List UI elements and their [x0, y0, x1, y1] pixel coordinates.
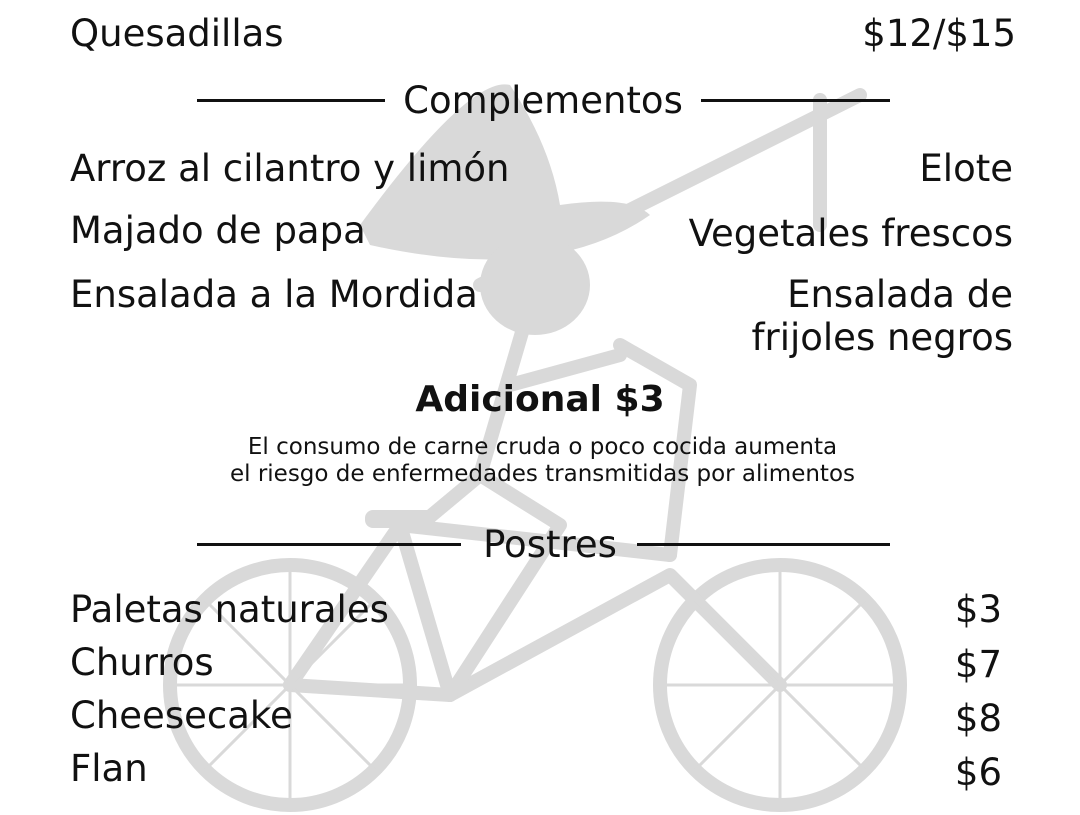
food-safety-warning-line: El consumo de carne cruda o poco cocida aumenta	[247, 434, 838, 460]
side-item: Elote	[919, 147, 1013, 190]
additional-price: Adicional $3	[415, 379, 665, 420]
dessert-item-price: $7	[954, 643, 1002, 686]
heading-rule-left	[197, 99, 385, 102]
section-heading-complementos: Complementos	[403, 79, 683, 122]
menu-item-name: Quesadillas	[70, 12, 284, 55]
heading-rule-right	[637, 543, 890, 546]
dessert-item-name: Flan	[70, 747, 148, 790]
menu-item-price: $12/$15	[862, 12, 1016, 55]
dessert-item-name: Cheesecake	[70, 694, 293, 737]
dessert-item-price: $6	[954, 751, 1002, 794]
food-safety-warning-line: el riesgo de enfermedades transmitidas por alimentos	[229, 461, 856, 487]
dessert-item-name: Paletas naturales	[70, 588, 389, 631]
heading-rule-right	[701, 99, 890, 102]
dessert-item-price: $3	[954, 588, 1002, 631]
side-item: Majado de papa	[70, 209, 366, 252]
side-item: Vegetales frescos	[688, 212, 1013, 255]
dessert-item-price: $8	[954, 697, 1002, 740]
side-item: frijoles negros	[751, 316, 1013, 359]
section-heading-postres: Postres	[483, 523, 617, 566]
side-item: Ensalada a la Mordida	[70, 273, 478, 316]
side-item: Arroz al cilantro y limón	[70, 147, 510, 190]
heading-rule-left	[197, 543, 461, 546]
dessert-item-name: Churros	[70, 641, 214, 684]
side-item: Ensalada de	[787, 273, 1013, 316]
